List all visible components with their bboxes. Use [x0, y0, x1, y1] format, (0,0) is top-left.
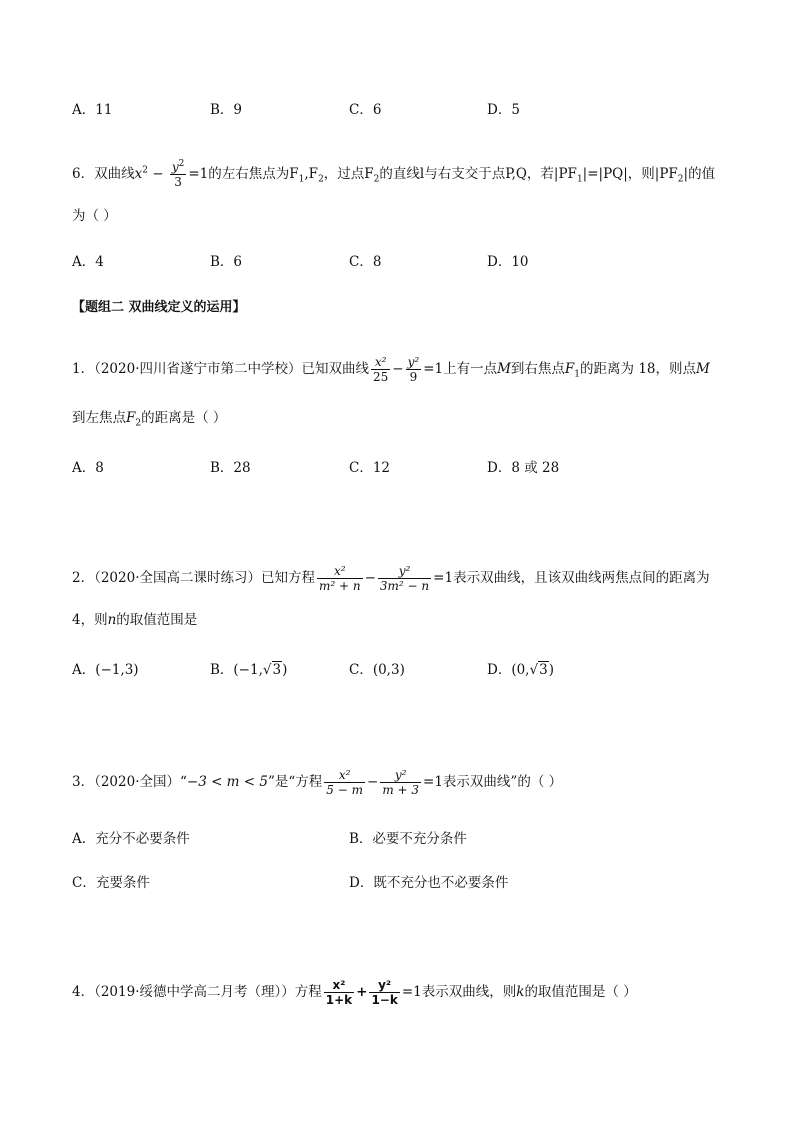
q5-option-a[interactable]: A．11 — [72, 102, 113, 118]
q5-option-b[interactable]: B．9 — [210, 102, 243, 118]
p1-option-b[interactable]: B．28 — [210, 460, 251, 476]
p2-option-d[interactable]: D．(0,√3) — [487, 662, 554, 678]
p4-stem: 4．（2019·绥德中学高二月考（理））方程 $\frac{\text{x²}}{1+k}$ + $\frac{\text{y²}}{1-k}$ =1表示双曲线，则k的取值范围是（ ） — [72, 978, 637, 1007]
p1-stem: 1．（2020·四川省遂宁市第二中学校）已知双曲线 $\frac{\text{x²}}{25}$ − $\frac{\text{y²}}{9}$ =1上有一点M到右焦点$F_1$的距离为 18，则点M — [72, 355, 710, 384]
q5-option-d[interactable]: D．5 — [487, 102, 520, 118]
q6-option-c[interactable]: C．8 — [349, 254, 382, 270]
p3-stem: 3．（2020·全国）“−3 < m < 5”是“方程 $\frac{\text{x²}}{5 - m}$ − $\frac{\text{y²}}{m + 3}$ =1表示双曲线”的（ ） — [72, 768, 563, 797]
q6-option-d[interactable]: D．10 — [487, 254, 529, 270]
p3-option-a[interactable]: A．充分不必要条件 — [72, 831, 190, 847]
p2-option-a[interactable]: A．(−1,3) — [72, 662, 139, 678]
q6-stem-line2: 为（ ） — [72, 208, 117, 224]
q6-stem: 6．双曲线$x^2$ − $\frac{y^2}{3}$ =1的左右焦点为$F_1,F_2$，过点$F_2$的直线l与右支交于点P,Q，若$|PF_1|=|PQ|$，则$|PF_2|$的值 — [72, 159, 716, 189]
q6-fraction: $\frac{y^2}{3}$ — [171, 159, 185, 189]
sqrt-sign: √3 — [262, 662, 282, 678]
q6-option-a[interactable]: A．4 — [72, 254, 104, 270]
q5-option-c[interactable]: C．6 — [349, 102, 382, 118]
section-title: 【题组二 双曲线定义的运用】 — [72, 300, 246, 315]
p1-option-d[interactable]: D．8 或 28 — [487, 460, 560, 476]
sqrt-sign: √3 — [529, 662, 548, 678]
p1-option-c[interactable]: C．12 — [349, 460, 391, 476]
p2-stem: 2．（2020·全国高二课时练习）已知方程 $\frac{\text{x²}}{\text{m² + n}}$ − $\frac{\text{y²}}{\text{3m² − n}}$ =1表示双曲线，且该双曲线两焦点间的距离为 — [72, 564, 710, 593]
p3-option-b[interactable]: B．必要不充分条件 — [349, 831, 467, 847]
p2-option-b[interactable]: B．(−1,√3) — [210, 662, 288, 678]
p2-option-c[interactable]: C．(0,3) — [349, 662, 405, 678]
p3-option-c[interactable]: C．充要条件 — [72, 875, 150, 891]
q6-option-b[interactable]: B．6 — [210, 254, 243, 270]
p3-option-d[interactable]: D．既不充分也不必要条件 — [349, 875, 509, 891]
p2-stem-line2: 4，则n的取值范围是 — [72, 612, 198, 628]
p1-stem-line2: 到左焦点$F_2$的距离是（ ） — [72, 410, 227, 429]
p1-option-a[interactable]: A．8 — [72, 460, 104, 476]
